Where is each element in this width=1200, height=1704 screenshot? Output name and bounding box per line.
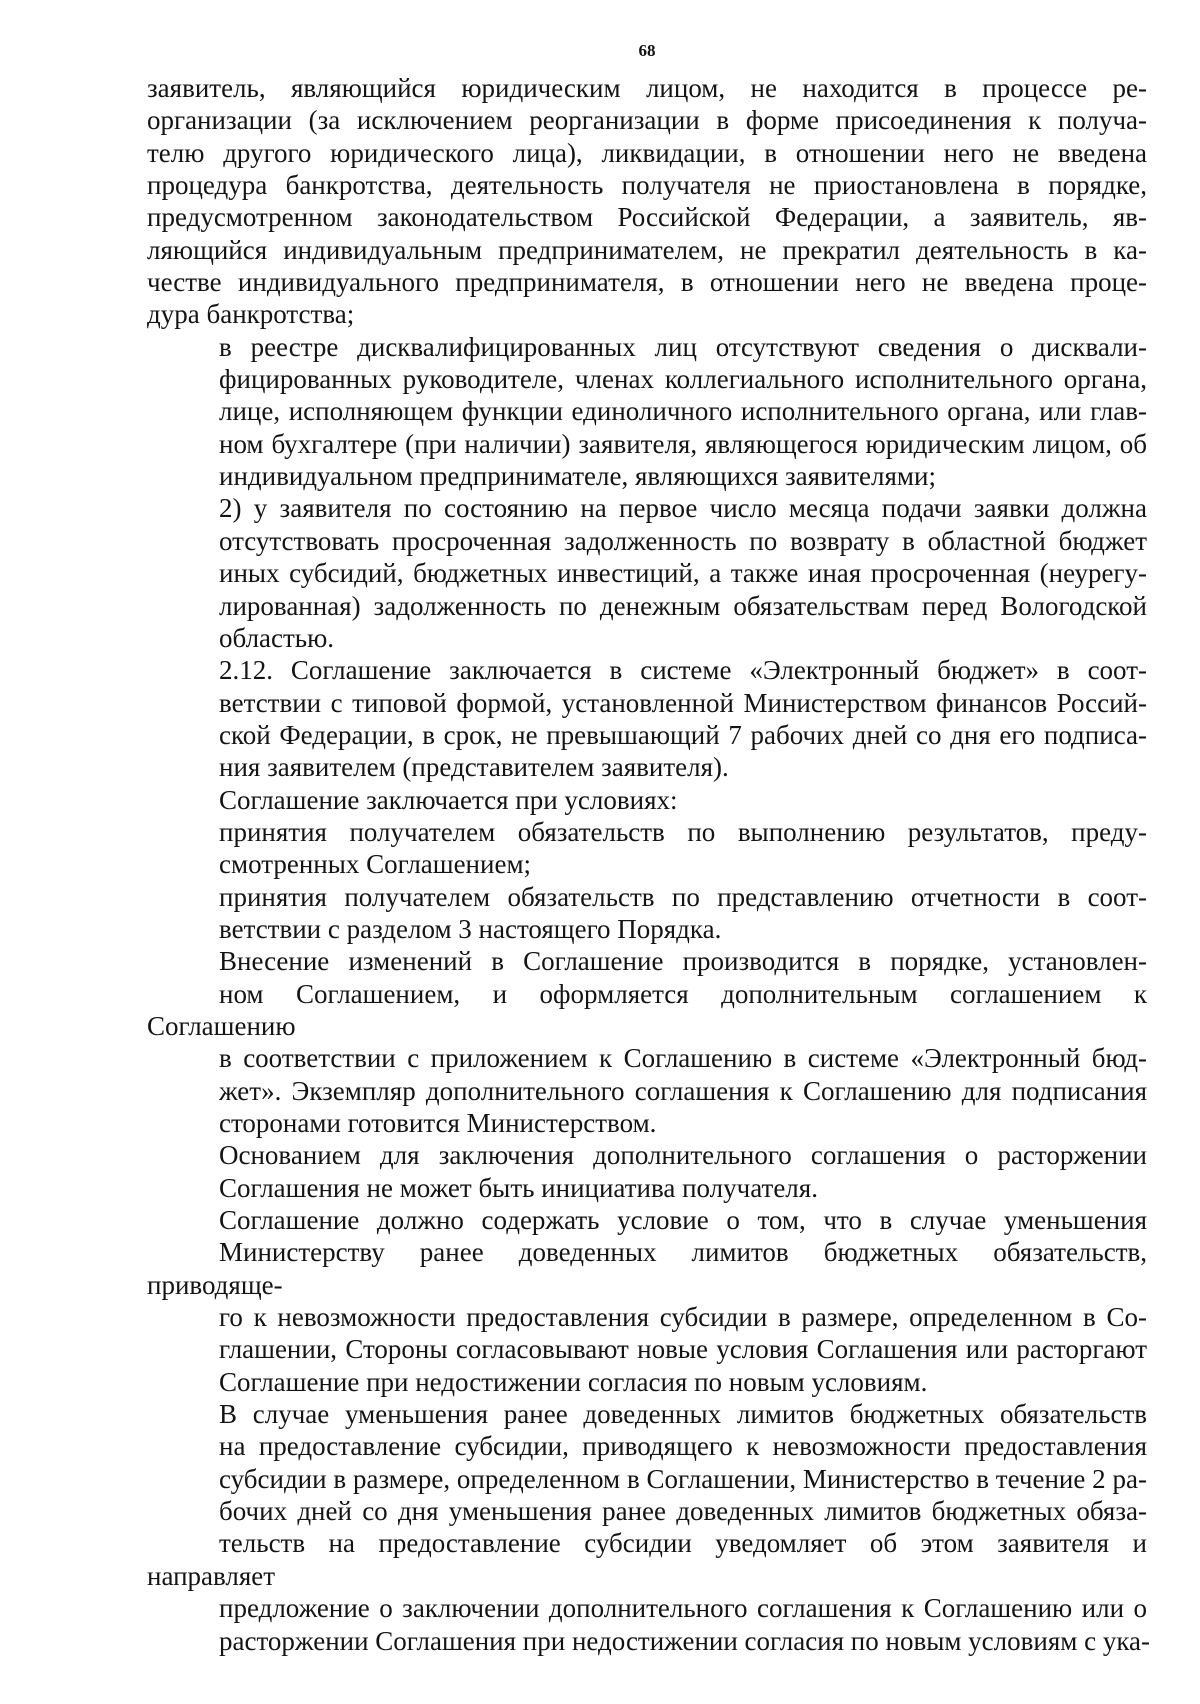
- text-line: расторжении Соглашения при недостижении согласия по новым условиям с ука-: [219, 1625, 1150, 1656]
- text-line: ветствии с разделом 3 настоящего Порядка.: [219, 913, 722, 944]
- paragraph: [147, 816, 1147, 881]
- text-line: 2) у заявителя по состоянию на первое число месяца подачи заявки должна: [219, 493, 1147, 524]
- paragraph: [147, 945, 1147, 1139]
- text-line: на предоставление субсидии, приводящего к невозможности предоставления: [219, 1431, 1147, 1462]
- text-line: лированная) задолженность по денежным обязательствам перед Вологодской: [219, 590, 1147, 621]
- text-line: субсидии в размере, определенном в Соглашении, Министерство в течение 2 ра-: [219, 1463, 1147, 1494]
- text-line: заявитель, являющийся юридическим лицом, не находится в процессе ре-: [147, 73, 1147, 103]
- text-line: принятия получателем обязательств по выполнению результатов, преду-: [219, 816, 1147, 847]
- text-line: дура банкротства;: [147, 299, 355, 330]
- text-line: в реестре дисквалифицированных лиц отсутствуют сведения о дисквали-: [219, 331, 1147, 362]
- text-line: предусмотренном законодательством Российской Федерации, а заявитель, яв-: [147, 202, 1147, 233]
- text-line: честве индивидуального предпринимателя, в отношении него не введена проце-: [147, 267, 1147, 298]
- text-line: ния заявителем (представителем заявителя).: [219, 752, 729, 783]
- paragraph: [147, 331, 1147, 493]
- page-number: 68: [638, 41, 656, 60]
- text-line: индивидуальном предпринимателе, являющихся заявителями;: [219, 461, 936, 492]
- text-line: организации (за исключением реорганизации в форме присоединения к получа-: [147, 105, 1147, 136]
- text-line: Внесение изменений в Соглашение производится в порядке, установлен-: [219, 946, 1147, 977]
- text-line: ляющийся индивидуальным предпринимателем, не прекратил деятельность в ка-: [147, 234, 1147, 265]
- text-line: ном бухгалтере (при наличии) заявителя, являющегося юридическим лицом, об: [219, 428, 1147, 459]
- paragraph: [147, 1139, 1147, 1204]
- paragraph: [147, 654, 1147, 783]
- paragraph: [147, 492, 1147, 654]
- text-line: ном Соглашением, и оформляется дополнительным соглашением к Соглашению: [147, 978, 1147, 1041]
- text-line: телю другого юридического лица), ликвидации, в отношении него не введена: [147, 137, 1147, 168]
- text-line: Соглашение должно содержать условие о том, что в случае уменьшения: [219, 1205, 1147, 1236]
- text-line: в соответствии с приложением к Соглашению в системе «Электронный бюд-: [219, 1043, 1147, 1074]
- text-line: предложение о заключении дополнительного соглашения к Соглашению или о: [219, 1593, 1147, 1624]
- text-line: Соглашение при недостижении согласия по новым условиям.: [219, 1366, 928, 1397]
- text-line: принятия получателем обязательств по представлению отчетности в соот-: [219, 881, 1147, 912]
- text-line: бочих дней со дня уменьшения ранее доведенных лимитов бюджетных обяза-: [219, 1496, 1147, 1527]
- paragraph: [147, 1204, 1147, 1398]
- paragraph: [147, 881, 1147, 946]
- text-line: В случае уменьшения ранее доведенных лимитов бюджетных обязательств: [219, 1399, 1147, 1430]
- document-body: [147, 72, 1150, 1657]
- text-line: смотренных Соглашением;: [219, 849, 532, 880]
- text-line: Соглашения не может быть инициатива получателя.: [219, 1172, 818, 1203]
- text-line: лице, исполняющем функции единоличного исполнительного органа, или глав-: [219, 396, 1147, 427]
- text-line: ской Федерации, в срок, не превышающий 7 рабочих дней со дня его подписа-: [219, 719, 1147, 750]
- text-line: 2.12. Соглашение заключается в системе «Электронный бюджет» в соот-: [219, 655, 1147, 686]
- text-line: жет». Экземпляр дополнительного соглашения к Соглашению для подписания: [219, 1075, 1147, 1106]
- paragraph: [147, 784, 1147, 816]
- text-line: фицированных руководителе, членах коллегиального исполнительного органа,: [219, 364, 1147, 395]
- text-line: областью.: [219, 622, 335, 653]
- text-line: иных субсидий, бюджетных инвестиций, а также иная просроченная (неурегу-: [219, 558, 1147, 589]
- text-line: отсутствовать просроченная задолженность по возврату в областной бюджет: [219, 525, 1147, 556]
- text-line: сторонами готовится Министерством.: [219, 1108, 657, 1138]
- text-line: Соглашение заключается при условиях:: [219, 784, 678, 815]
- text-line: Министерству ранее доведенных лимитов бюджетных обязательств, приводяще-: [147, 1237, 1147, 1300]
- document-page: [147, 40, 1150, 1657]
- text-line: го к невозможности предоставления субсидии в размере, определенном в Со-: [219, 1302, 1147, 1333]
- text-line: Основанием для заключения дополнительного соглашения о расторжении: [219, 1140, 1147, 1171]
- text-line: тельств на предоставление субсидии уведомляет об этом заявителя и направляет: [147, 1528, 1147, 1591]
- paragraph: [147, 1398, 1150, 1657]
- text-line: ветствии с типовой формой, установленной Министерством финансов Россий-: [219, 687, 1147, 718]
- text-line: глашении, Стороны согласовывают новые условия Соглашения или расторгают: [219, 1334, 1147, 1365]
- text-line: процедура банкротства, деятельность получателя не приостановлена в порядке,: [147, 170, 1147, 201]
- paragraph: [147, 72, 1147, 331]
